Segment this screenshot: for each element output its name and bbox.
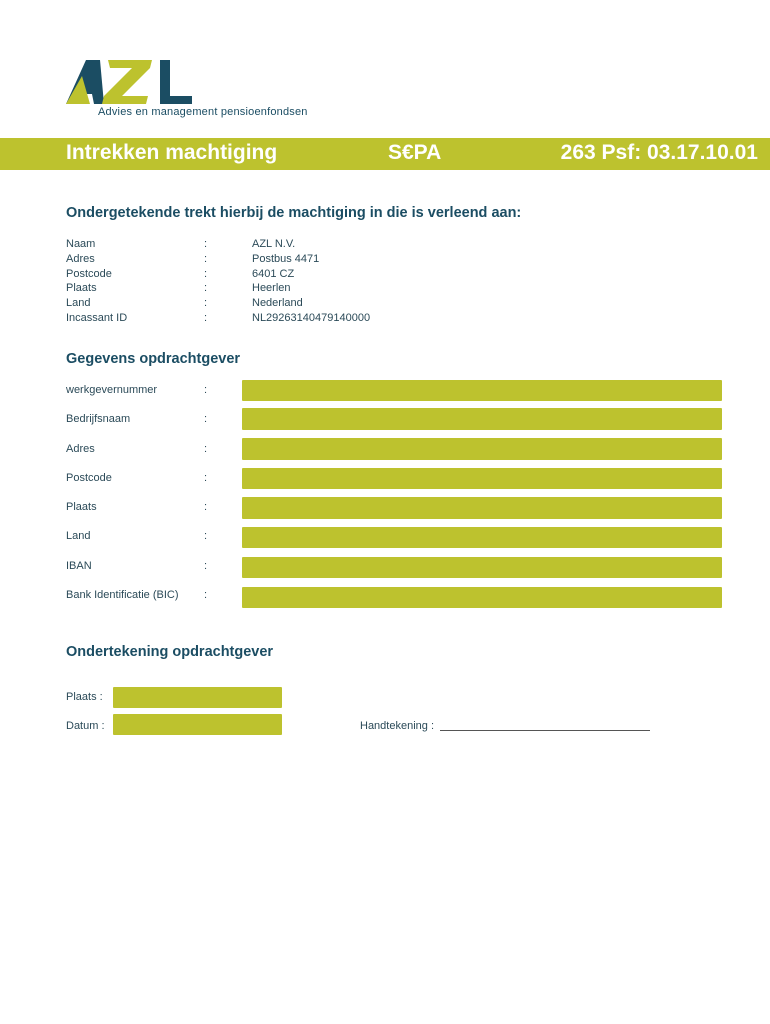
colon: : (204, 443, 208, 455)
recipient-value: Nederland (252, 297, 303, 309)
recipient-value: NL29263140479140000 (252, 312, 371, 324)
recipient-label: Incassant ID (66, 312, 128, 324)
colon: : (204, 297, 208, 309)
bic-field[interactable] (242, 587, 722, 608)
header-band (0, 138, 770, 170)
recipient-value: Heerlen (252, 282, 291, 294)
colon: : (204, 238, 208, 250)
werkgevernummer-field[interactable] (242, 380, 722, 401)
colon: : (204, 312, 208, 324)
colon: : (204, 282, 208, 294)
client-heading: Gegevens opdrachtgever (66, 351, 241, 367)
signature-place-field[interactable] (113, 687, 282, 708)
recipient-label: Postcode (66, 268, 112, 280)
colon: : (204, 472, 208, 484)
recipient-value: Postbus 4471 (252, 253, 320, 265)
recipient-label: Adres (66, 253, 95, 265)
adres-field[interactable] (242, 438, 722, 460)
logo-tagline: Advies en management pensioenfondsen (98, 106, 308, 118)
form-title: Intrekken machtiging (66, 141, 278, 164)
recipient-label: Naam (66, 238, 96, 250)
azl-logo (64, 56, 324, 122)
signature-line[interactable] (440, 730, 650, 731)
colon: : (204, 530, 208, 542)
place-label: Plaats : (66, 691, 103, 703)
colon: : (204, 253, 208, 265)
field-label-bic: Bank Identificatie (BIC) (66, 589, 179, 601)
postcode-field[interactable] (242, 468, 722, 489)
recipient-value: AZL N.V. (252, 238, 296, 250)
recipient-value: 6401 CZ (252, 268, 295, 280)
signature-label: Handtekening : (360, 720, 434, 732)
field-label-land: Land (66, 530, 91, 542)
colon: : (204, 560, 208, 572)
recipient-label: Plaats (66, 282, 97, 294)
field-label-adres: Adres (66, 443, 95, 455)
signature-date-field[interactable] (113, 714, 282, 735)
recipient-heading: Ondergetekende trekt hierbij de machtiging in die is verleend aan: (66, 205, 522, 221)
plaats-field[interactable] (242, 497, 722, 519)
field-label-iban: IBAN (66, 560, 92, 572)
colon: : (204, 413, 208, 425)
iban-field[interactable] (242, 557, 722, 578)
field-label-plaats: Plaats (66, 501, 97, 513)
colon: : (204, 589, 208, 601)
date-label: Datum : (66, 720, 105, 732)
colon: : (204, 268, 208, 280)
field-label-bedrijfsnaam: Bedrijfsnaam (66, 413, 131, 425)
recipient-label: Land (66, 297, 91, 309)
bedrijfsnaam-field[interactable] (242, 408, 722, 430)
sepa-label: S€PA (388, 141, 442, 164)
field-label-werkgevernummer: werkgevernummer (66, 384, 158, 396)
colon: : (204, 384, 208, 396)
land-field[interactable] (242, 527, 722, 548)
form-code: 263 Psf: 03.17.10.01 (560, 141, 758, 164)
colon: : (204, 501, 208, 513)
field-label-postcode: Postcode (66, 472, 112, 484)
signature-heading: Ondertekening opdrachtgever (66, 644, 274, 660)
azl-logo-mark (64, 56, 196, 106)
